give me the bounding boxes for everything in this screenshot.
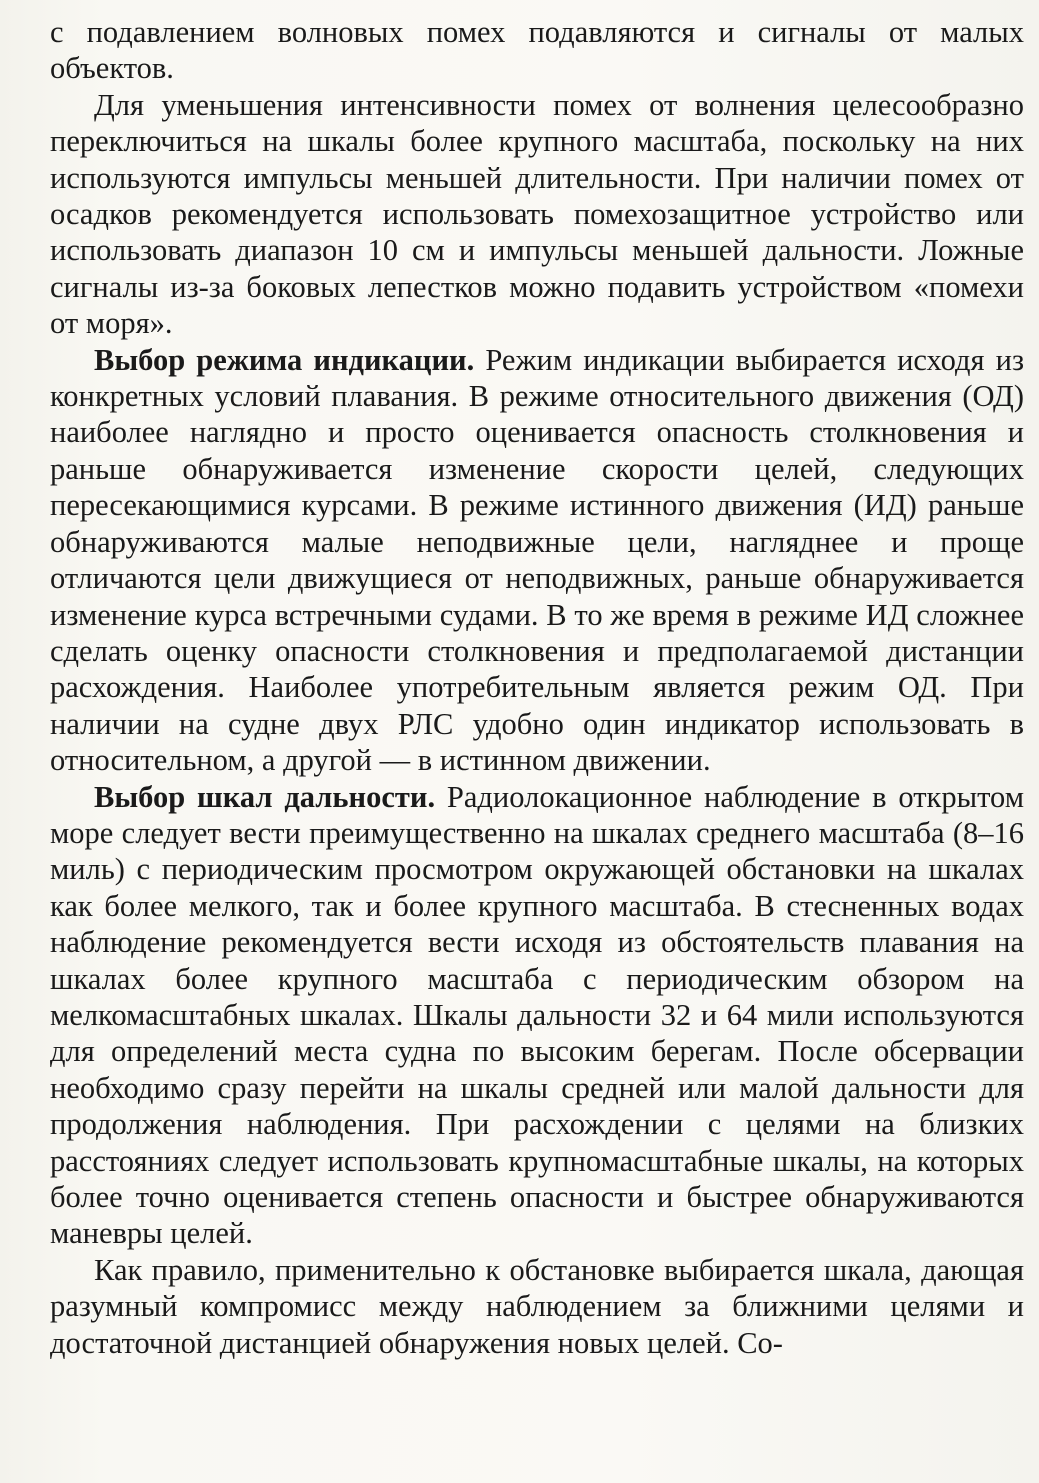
paragraph-text: Для уменьшения интенсивности помех от волнения целесообразно переключиться на шкалы более крупного масштаба, поскольку на них используются импульсы меньшей длительности. При наличии помех от осадков рекомендуется использовать помехозащитное устройство или использовать диапазон 10 см и импульсы меньшей дальности. Ложные сигналы из-за боковых лепестков можно подавить устройством «помехи от моря». bbox=[50, 87, 1024, 341]
page-text bbox=[50, 14, 1024, 1361]
paragraph-text: Радиолокационное наблюдение в открытом море следует вести преимущественно на шкалах среднего масштаба (8–16 миль) с периодическим просмотром окружающей обстановки на шкалах как более мелкого, так и более крупного масштаба. В стесненных водах наблюдение рекомендуется вести исходя из обстоятельств плавания на шкалах более крупного масштаба с периодическим обзором на мелкомасштабных шкалах. Шкалы дальности 32 и 64 мили используются для определений места судна по высоким берегам. После обсервации необходимо сразу перейти на шкалы средней или малой дальности для продолжения наблюдения. При расхождении с целями на близких расстояниях следует использовать крупномасштабные шкалы, на которых более точно оценивается степень опасности и быстрее обнаруживаются маневры целей. bbox=[50, 779, 1024, 1251]
paragraph-range-scales bbox=[50, 779, 1024, 1252]
paragraph-text: с подавлением волновых помех подавляются и сигналы от малых объектов. bbox=[50, 15, 1024, 86]
paragraph-text: Как правило, применительно к обстановке выбирается шкала, дающая разумный компромисс между наблюдением за ближними целями и достаточной дистанцией обнаружения новых целей. Со- bbox=[50, 1252, 1024, 1360]
paragraph-scale-compromise bbox=[50, 1252, 1024, 1361]
paragraph-text: Режим индикации выбирается исходя из конкретных условий плавания. В режиме относительного движения (ОД) наиболее наглядно и просто оценивается опасность столкновения и раньше обнаруживается изменение скорости целей, следующих пересекающимися курсами. В режиме истинного движения (ИД) раньше обнаруживаются малые неподвижные цели, нагляднее и проще отличаются цели движущиеся от неподвижных, раньше обнаруживается изменение курса встречными судами. В то же время в режиме ИД сложнее сделать оценку опасности столкновения и предполагаемой дистанции расхождения. Наиболее употребительным является режим ОД. При наличии на судне двух РЛС удобно один индикатор использовать в относительном, а другой — в истинном движении. bbox=[50, 342, 1025, 778]
paragraph-interference-reduction bbox=[50, 87, 1024, 342]
paragraph-display-mode bbox=[50, 342, 1024, 779]
paragraph-heading: Выбор режима индикации. bbox=[94, 342, 475, 377]
paragraph-heading: Выбор шкал дальности. bbox=[94, 779, 436, 814]
paragraph-continuation bbox=[50, 14, 1024, 87]
